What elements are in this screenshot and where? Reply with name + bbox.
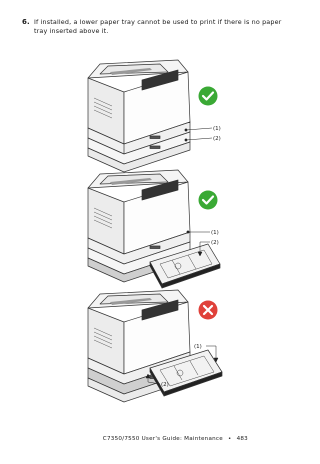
page-footer (103, 436, 248, 442)
printer-illustration (0, 50, 300, 160)
figure-printer-middle-tray-pulled (0, 280, 300, 405)
figure-printer-two-trays-installed (0, 50, 300, 160)
callout-label-2: (2) (211, 240, 219, 246)
callout-label-2: (2) (161, 382, 169, 388)
callout-label-1: (1) (213, 126, 221, 132)
instruction-step (22, 18, 284, 36)
callout-label-2: (2) (213, 136, 221, 142)
check-icon (199, 191, 218, 210)
footer-guide-title: C7350/7550 User's Guide: Maintenance (102, 436, 223, 442)
footer-page-number: 483 (236, 436, 248, 442)
cross-icon (199, 301, 218, 320)
check-icon (199, 87, 218, 106)
figure-printer-bottom-tray-pulled (0, 160, 300, 280)
footer-separator: • (227, 436, 232, 442)
callout-label-1: (1) (194, 344, 202, 350)
printer-illustration (0, 280, 300, 405)
printer-illustration (0, 160, 300, 280)
step-number: 6. (22, 18, 30, 26)
callout-label-1: (1) (211, 230, 219, 236)
step-text: If installed, a lower paper tray cannot be used to print if there is no paper tray inserted above it. (34, 18, 282, 35)
